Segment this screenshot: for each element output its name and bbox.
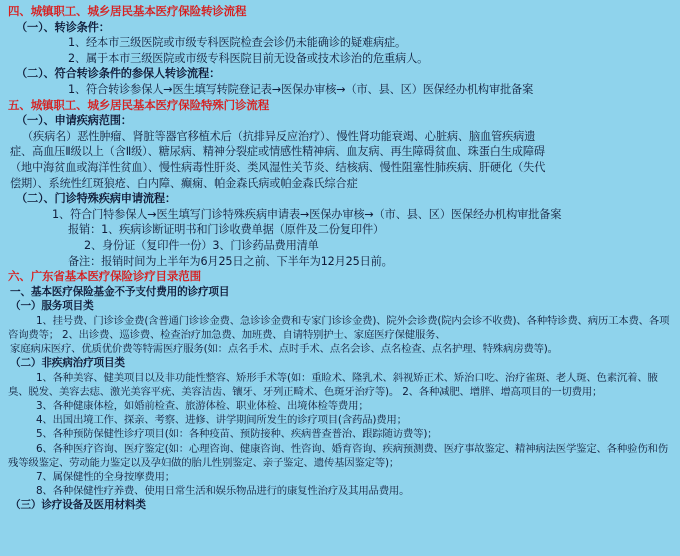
section-4-sub1-title: （一）、转诊条件：	[16, 20, 110, 34]
section-4-sub1-item2: 2、属于本市三级医院或市级专科医院目前无设备或技术诊治的危重病人。	[68, 51, 429, 65]
section-6-cat2-item-4: 4、出国出境工作、探亲、考察、进修、讲学期间所发生的诊疗项目(含药品)费用；	[36, 414, 407, 427]
section-5-disease-line-4: 偿期）、系统性红斑狼疮、白内障、癫痫、帕金森氏病或帕金森氏综合症	[10, 176, 358, 190]
section-4-sub1-item1: 1、经本市三级医院或市级专科医院检查会诊仍未能确诊的疑难病症。	[68, 36, 407, 50]
section-5-disease-line-3: （地中海贫血或海洋性贫血）、慢性病毒性肝炎、类风湿性关节炎、结核病、慢性阻塞性肺疾病、肝硬化（失代	[10, 160, 546, 174]
section-5-title: 五、城镇职工、城乡居民基本医疗保险特殊门诊流程	[8, 97, 270, 112]
section-4-title: 四、城镇职工、城乡居民基本医疗保险转诊流程	[8, 4, 247, 18]
section-5-remark: 备注：报销时间为上半年为6月25日之前、下半年为12月25日前。	[68, 254, 393, 268]
section-5-reimburse-line-1: 报销：1、疾病诊断证明书和门诊收费单据（原件及二份复印件）	[68, 223, 385, 237]
section-5-sub1-title: （一）、申请疾病范围：	[16, 114, 132, 128]
section-5-disease-line-2: 症、高血压Ⅱ级以上（含Ⅱ级）、糖尿病、精神分裂症或情感性精神病、血友病、再生障碍贫血、珠蛋白生成障碍	[10, 145, 545, 159]
section-5-reimburse-line-2: 2、身份证（复印件一份）3、门诊药品费用清单	[84, 238, 319, 252]
section-6-cat2-item-3: 3、各种健康体检，如婚前检查、旅游体检、职业体检、出境体检等费用；	[36, 399, 369, 412]
section-5-disease-line-1: （疾病名）恶性肿瘤、肾脏等器官移植术后（抗排异反应治疗）、慢性肾功能衰竭、心脏病、脑血管疾病遗	[22, 129, 536, 143]
section-6-part1-title: 一、基本医疗保险基金不予支付费用的诊疗项目	[10, 285, 230, 298]
section-6-cat2-item-8: 8、各种保健性疗养费、使用日常生活和娱乐物品进行的康复性治疗及其用品费用。	[36, 485, 410, 498]
section-6-cat1-text-2: 家庭病床医疗、优质优价费等特需医疗服务(如：点名手术、点时手术、点名会诊、点名检查、点名护理、特殊病房费等)。	[10, 342, 558, 355]
section-6-cat2-item-1: 1、各种美容、健美项目以及非功能性整容、矫形手术等(如：重睑术、隆乳术、斜视矫正术、矫治口吃、治疗雀斑、老人斑、色素沉着、腋臭、脱发、美容去痣、激光美容平疣、美容洁齿、镶牙、牙列正畸术、色斑牙治疗等)。 2、各种减肥、增胖、增高项目的一切费用；	[8, 371, 658, 398]
section-6-cat2-item-7: 7、属保健性的全身按摩费用；	[36, 470, 175, 483]
section-6-cat3-title: （三）诊疗设备及医用材料类	[10, 499, 146, 512]
section-4-sub2-title: （二）、符合转诊条件的参保人转诊流程：	[16, 67, 221, 81]
section-5-process-line: 1、符合门特参保人→医生填写门诊特殊疾病申请表→医保办审核→（市、县、区）医保经办机构审批备案	[52, 207, 562, 221]
section-6-cat1-title: （一）服务项目类	[10, 300, 94, 313]
section-6-cat1-text-1: 1、挂号费、门诊诊金费(含普通门诊诊金费、急诊诊金费和专家门诊诊金费)、院外会诊费(院内会诊不收费)、各种特诊费、病历工本费、各项咨询费等； 2、出诊费、巡诊费、检查治疗加急费、加班费、自请特别护士、家庭医疗保健服务、	[8, 314, 670, 341]
section-4-sub2-item1: 1、符合转诊参保人→医生填写转院登记表→医保办审核→（市、县、区）医保经办机构审批备案	[68, 82, 534, 96]
section-5-sub2-title: （二）、门诊特殊疾病申请流程：	[16, 192, 176, 206]
section-6-cat2-item-6: 6、各种医疗咨询、医疗鉴定(如：心理咨询、健康咨询、性咨询、婚育咨询、疾病预测费、医疗事故鉴定、精神病法医学鉴定、各种验伤和伤残等级鉴定、劳动能力鉴定以及孕妇做的胎儿性别鉴定、亲子鉴定、遗传基因鉴定等)；	[8, 442, 668, 469]
section-6-cat2-item-5: 5、各种预防保健性诊疗项目(如：各种疫苗、预防接种、疾病普查普治、跟踪随访费等)；	[36, 428, 438, 441]
section-6-cat2-title: （二）非疾病治疗项目类	[10, 357, 125, 370]
section-6-title: 六、广东省基本医疗保险诊疗目录范围	[8, 269, 201, 284]
